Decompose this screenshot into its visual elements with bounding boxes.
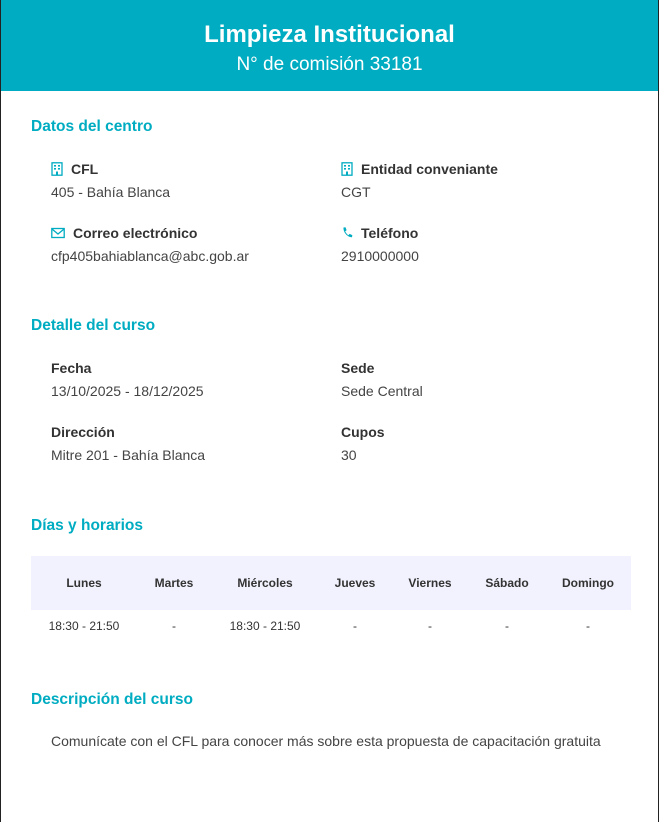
- direccion-value: Mitre 201 - Bahía Blanca: [51, 447, 206, 463]
- day-header: Martes: [154, 576, 194, 590]
- sede-value: Sede Central: [341, 383, 423, 399]
- section-title-descripcion: Descripción del curso: [31, 691, 193, 708]
- envelope-icon: [51, 226, 65, 240]
- commission-number: N° de comisión 33181: [236, 54, 423, 75]
- correo-value[interactable]: cfp405bahiablanca@abc.gob.ar: [51, 248, 249, 264]
- cfl-label: CFL: [71, 161, 99, 177]
- field-telefono: [341, 224, 419, 266]
- schedule-cell: 18:30 - 21:50: [48, 619, 120, 633]
- schedule-cell: -: [353, 619, 357, 633]
- correo-label: Correo electrónico: [73, 225, 198, 241]
- header-banner: [1, 0, 658, 91]
- cupos-value: 30: [341, 447, 357, 463]
- phone-icon: [341, 226, 353, 240]
- section-title-horarios: Días y horarios: [31, 517, 143, 534]
- cfl-value: 405 - Bahía Blanca: [51, 184, 171, 200]
- day-header: Domingo: [562, 576, 614, 590]
- day-header: Jueves: [334, 576, 376, 590]
- sede-label: Sede: [341, 360, 375, 376]
- description-text: Comunícate con el CFL para conocer más sobre esta propuesta de capacitación gratuita: [51, 733, 601, 749]
- schedule-cell: -: [505, 619, 509, 633]
- entidad-label: Entidad conveniante: [361, 161, 498, 177]
- fecha-value: 13/10/2025 - 18/12/2025: [51, 383, 204, 399]
- field-cupos: [341, 423, 385, 465]
- field-fecha: [51, 359, 204, 401]
- field-correo: [51, 224, 249, 266]
- day-header: Miércoles: [237, 576, 293, 590]
- cupos-label: Cupos: [341, 424, 385, 440]
- section-title-curso: Detalle del curso: [31, 317, 156, 334]
- building-icon: [51, 162, 63, 176]
- direccion-label: Dirección: [51, 424, 115, 440]
- day-header: Sábado: [485, 576, 529, 590]
- field-entidad: [341, 160, 498, 202]
- schedule-cell: -: [172, 619, 176, 633]
- schedule-table-header: [31, 556, 631, 610]
- field-sede: [341, 359, 423, 401]
- fecha-label: Fecha: [51, 360, 92, 376]
- schedule-cell: -: [586, 619, 590, 633]
- day-header: Viernes: [408, 576, 452, 590]
- day-header: Lunes: [66, 576, 102, 590]
- field-cfl: [51, 160, 170, 202]
- telefono-value[interactable]: 2910000000: [341, 248, 419, 264]
- entidad-value: CGT: [341, 184, 371, 200]
- course-title: Limpieza Institucional: [204, 21, 455, 48]
- schedule-cell: -: [428, 619, 432, 633]
- section-title-centro: Datos del centro: [31, 118, 153, 135]
- field-direccion: [51, 423, 205, 465]
- schedule-cell: 18:30 - 21:50: [229, 619, 301, 633]
- telefono-label: Teléfono: [361, 225, 419, 241]
- building-icon: [341, 162, 353, 176]
